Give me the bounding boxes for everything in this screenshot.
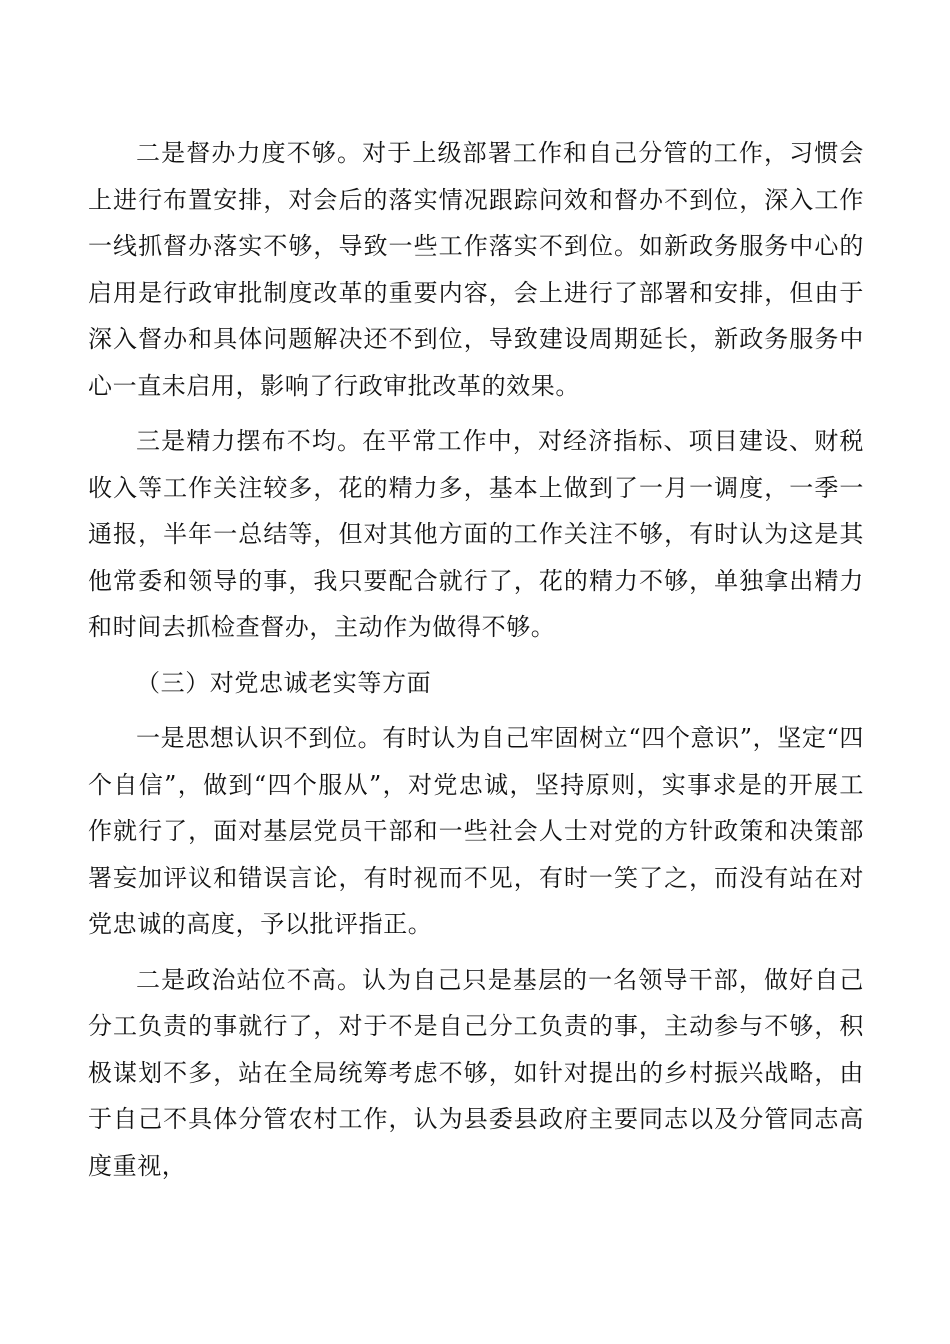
document-body	[88, 130, 864, 1189]
section-heading-loyalty: （三）对党忠诚老实等方面	[136, 668, 432, 697]
paragraph-supervision: 二是督办力度不够。对于上级部署工作和自己分管的工作，习惯会上进行布置安排，对会后的落实情况跟踪问效和督办不到位，深入工作一线抓督办落实不够，导致一些工作落实不到位。如新政务服务中心的启用是行政审批制度改革的重要内容，会上进行了部署和安排，但由于深入督办和具体问题解决还不到位，导致建设周期延长，新政务服务中心一直未启用，影响了行政审批改革的效果。	[88, 139, 864, 400]
paragraph-political-standing: 二是政治站位不高。认为自己只是基层的一名领导干部，做好自己分工负责的事就行了，对于不是自己分工负责的事，主动参与不够，积极谋划不多，站在全局统筹考虑不够，如针对提出的乡村振兴战略，由于自己不具体分管农村工作，认为县委县政府主要同志以及分管同志高度重视，	[88, 965, 864, 1180]
paragraph-energy-allocation: 三是精力摆布不均。在平常工作中，对经济指标、项目建设、财税收入等工作关注较多，花的精力多，基本上做到了一月一调度，一季一通报，半年一总结等，但对其他方面的工作关注不够，有时认为这是其他常委和领导的事，我只要配合就行了，花的精力不够，单独拿出精力和时间去抓检查督办，主动作为做得不够。	[88, 427, 864, 641]
paragraph-ideological-awareness: 一是思想认识不到位。有时认为自己牢固树立“四个意识”，坚定“四个自信”，做到“四个服从”，对党忠诚，坚持原则，实事求是的开展工作就行了，面对基层党员干部和一些社会人士对党的方针政策和决策部署妄加评议和错误言论，有时视而不见，有时一笑了之，而没有站在对党忠诚的高度，予以批评指正。	[88, 724, 864, 938]
